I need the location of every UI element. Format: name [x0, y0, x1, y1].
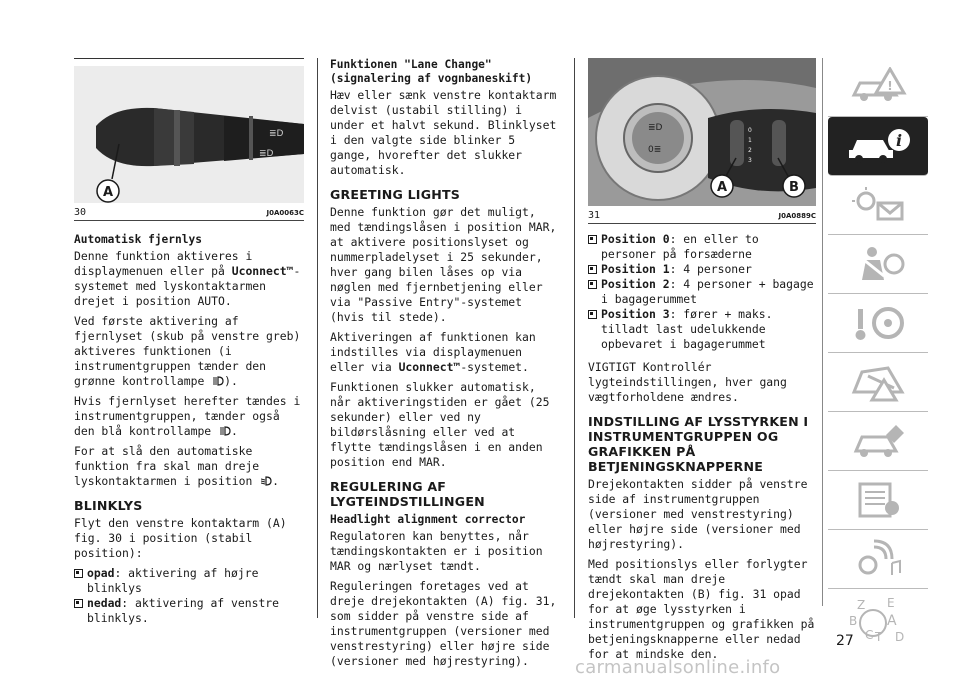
figure-31-caption: [588, 210, 816, 224]
svg-text:!: !: [887, 79, 893, 93]
corrector-heading: Headlight alignment corrector: [330, 513, 526, 526]
greeting-lights-heading: GREETING LIGHTS: [330, 187, 461, 202]
regulering-heading: REGULERING AF LYGTEINDSTILLINGEN: [330, 479, 485, 509]
scale-0: 0: [748, 127, 752, 134]
multimedia-icon: [848, 539, 908, 579]
bullet-text: : 4 personer: [669, 262, 752, 276]
column-divider-2: [574, 58, 575, 618]
greeting-paragraph-1: Denne funktion gør det muligt, med tændingslåsen i position MAR, at aktivere positionslyset og nummerpladelyset i 25 sekunder, hver gang bilen låses op via nøglen med fjernbetjening eller via "Passive Entry"-systemet (hvis til stede).: [330, 205, 557, 324]
car-service-icon: [848, 421, 908, 461]
column-2: [330, 58, 560, 674]
p2-end: ).: [224, 374, 238, 388]
index-letter-a: A: [887, 613, 897, 629]
seatbelt-airbag-icon: [848, 244, 908, 284]
p4-text: For at slå den automatiske funktion fra skal man dreje lyskontaktarmen i position: [74, 444, 260, 488]
callout-a-label: A: [102, 185, 114, 200]
figure-30-stalk-image: [74, 66, 304, 203]
page-number: 27: [836, 633, 854, 649]
lowbeam-icon: [261, 476, 272, 486]
column-1: [74, 58, 304, 626]
bullet-nedad: [74, 596, 304, 626]
figure-30-number: 30: [74, 207, 87, 218]
corrector-paragraph-2: Reguleringen foretages ved at dreje drejekontakten (A) fig. 31, som sidder på venstre side af instrumentgruppen (versioner med venstrestyring) eller højre side (versioner med højrestyring).: [330, 579, 557, 668]
tab-lights-messages[interactable]: [828, 176, 928, 235]
auto-highbeam-paragraph-4: [74, 444, 304, 489]
headlight-switch-illustration: [588, 58, 816, 206]
index-letter-c: C: [865, 628, 874, 642]
p3-text-b: -systemet.: [460, 360, 529, 374]
p3-text-a: Aktiveringen af funktionen kan indstilles via displaymenuen eller via: [330, 330, 536, 374]
tab-multimedia[interactable]: [828, 530, 928, 589]
svg-text:i: i: [895, 131, 903, 150]
figure-30-code: J0A0063C: [266, 208, 304, 217]
auto-highbeam-paragraph-1: [74, 249, 304, 309]
scale-2: 2: [748, 147, 752, 154]
svg-text:≣D: ≣D: [648, 123, 663, 133]
bullet-text: : 4 personer + bagage i bagagerummet: [601, 277, 814, 306]
bullet-opad: [74, 566, 304, 596]
bullet-label: Position 1: [601, 262, 670, 276]
bullet-label: Position 0: [601, 232, 670, 246]
bullet-position-2: [588, 277, 816, 307]
tab-car-service[interactable]: [828, 412, 928, 471]
p2-text: Ved første aktivering af fjernlyset (skub på venstre greb) aktiveres funktionen (i instrumentgruppen tænder den grønne kontrollampe: [74, 314, 301, 388]
bullet-marker-icon: [74, 569, 83, 578]
bullet-marker-icon: [588, 265, 597, 274]
svg-text:≣D: ≣D: [269, 129, 284, 139]
corrector-paragraph-1: Regulatoren kan benyttes, når tændingskontakten er i position MAR og nærlyset tændt.: [330, 529, 543, 573]
brightness-paragraph-2: Med positionslys eller forlygter tændt skal man dreje drejekontakten (B) fig. 31 opad for at øge lysstyrken i instrumentgruppen og grafikken på betjeningsknapperne eller nedad for at mindske den.: [588, 557, 815, 661]
chapter-sidebar: [828, 58, 928, 651]
turn-signal-stalk-illustration: [74, 66, 304, 203]
car-emergency-icon: [848, 362, 908, 402]
tab-specifications[interactable]: [828, 471, 928, 530]
uconnect-brand: Uconnect™: [231, 264, 294, 278]
important-note: VIGTIGT Kontrollér lygteindstillingen, hver gang vægtforholdene ændres.: [588, 360, 787, 404]
tab-car-info[interactable]: [828, 117, 928, 176]
figure-31-dashboard-image: [588, 58, 816, 206]
index-letter-z: Z: [857, 598, 866, 612]
bullet-label: nedad: [87, 596, 122, 610]
svg-text:≣D: ≣D: [259, 149, 274, 159]
bullet-text: : aktivering af venstre blinklys.: [87, 596, 280, 625]
brightness-paragraph-1: Drejekontakten sidder på venstre side af instrumentgruppen (versioner med venstrestyring) eller højre side (versioner med højrestyring).: [588, 477, 808, 551]
p3-end: .: [231, 424, 238, 438]
tab-steering-key[interactable]: [828, 294, 928, 353]
column-divider-1: [317, 58, 318, 618]
uconnect-brand: Uconnect™: [398, 360, 461, 374]
car-warning-icon: [848, 67, 908, 107]
greeting-paragraph-2: [330, 330, 560, 375]
index-letter-t: T: [875, 630, 883, 644]
tab-seatbelt-airbag[interactable]: [828, 235, 928, 294]
p4-end: .: [272, 474, 280, 488]
bullet-position-3: [588, 307, 816, 352]
bullet-marker-icon: [588, 235, 597, 244]
lights-messages-icon: [848, 185, 908, 225]
auto-highbeam-paragraph-2: [74, 314, 304, 389]
index-letter-d: D: [895, 630, 905, 644]
bullet-label: Position 2: [601, 277, 670, 291]
scale-3: 3: [748, 157, 752, 164]
tab-car-warning[interactable]: [828, 58, 928, 117]
car-info-icon: [843, 126, 913, 166]
figure-31-code: J0A0889C: [778, 211, 816, 220]
bullet-text: : fører + maks. tilladt last udelukkende opbevaret i bagagerummet: [601, 307, 773, 351]
lane-change-heading: Funktionen "Lane Change" (signalering af vognbaneskift): [330, 58, 533, 85]
tab-car-emergency[interactable]: [828, 353, 928, 412]
lane-change-paragraph: Hæv eller sænk venstre kontaktarm delvist (ustabil stilling) i under et halvt sekund. Blinklyset i den valgte side blinker 5 gange, hvorefter det slukker automatisk.: [330, 88, 557, 177]
greeting-paragraph-3: Funktionen slukker automatisk, når aktiveringstiden er gået (25 sekunder) eller ved ny bildørslåsning eller ved at flytte tændingslåsen i en anden position end MAR.: [330, 380, 550, 469]
p3-text: Hvis fjernlyset herefter tændes i instrumentgruppen, tænder også den blå kontrollampe: [74, 394, 301, 438]
instrument-brightness-heading: INDSTILLING AF LYSSTYRKEN I INSTRUMENTGRUPPEN OG GRAFIKKEN PÅ BETJENINGSKNAPPERNE: [588, 414, 809, 474]
bullet-position-1: [588, 262, 816, 277]
figure-30-caption: [74, 207, 304, 221]
bullet-text: : en eller to personer på forsæderne: [601, 232, 759, 261]
p1-text-b: -systemet med lyskontaktarmen drejet i position AUTO.: [74, 264, 301, 308]
callout-b-label: B: [789, 180, 799, 195]
auto-highbeam-paragraph-3: [74, 394, 304, 439]
watermark: carmanualsonline.info: [575, 657, 781, 678]
scale-1: 1: [748, 137, 752, 144]
bullet-position-0: [588, 232, 816, 262]
auto-highbeam-heading: Automatisk fjernlys: [74, 233, 202, 246]
steering-key-icon: [848, 303, 908, 343]
bullet-marker-icon: [74, 599, 83, 608]
bullet-label: Position 3: [601, 307, 670, 321]
figure-31-number: 31: [588, 210, 601, 221]
blinklys-paragraph: Flyt den venstre kontaktarm (A) fig. 30 i position (stabil position):: [74, 516, 287, 560]
bullet-marker-icon: [588, 310, 597, 319]
bullet-label: opad: [87, 566, 115, 580]
index-letter-b: B: [849, 614, 858, 628]
highbeam-blue-icon: [220, 426, 231, 436]
index-letter-e: E: [887, 596, 895, 610]
bullet-text: : aktivering af højre blinklys: [87, 566, 259, 595]
blinklys-heading: BLINKLYS: [74, 498, 143, 513]
p1-text-a: Denne funktion aktiveres i displaymenuen eller på: [74, 249, 253, 278]
auto-highbeam-green-icon: [213, 376, 224, 386]
svg-text:0≣: 0≣: [648, 145, 662, 155]
callout-a-label: A: [716, 180, 728, 195]
sidebar-divider: [822, 58, 823, 606]
specifications-list-icon: [848, 480, 908, 520]
column-3: [588, 58, 816, 667]
bullet-marker-icon: [588, 280, 597, 289]
